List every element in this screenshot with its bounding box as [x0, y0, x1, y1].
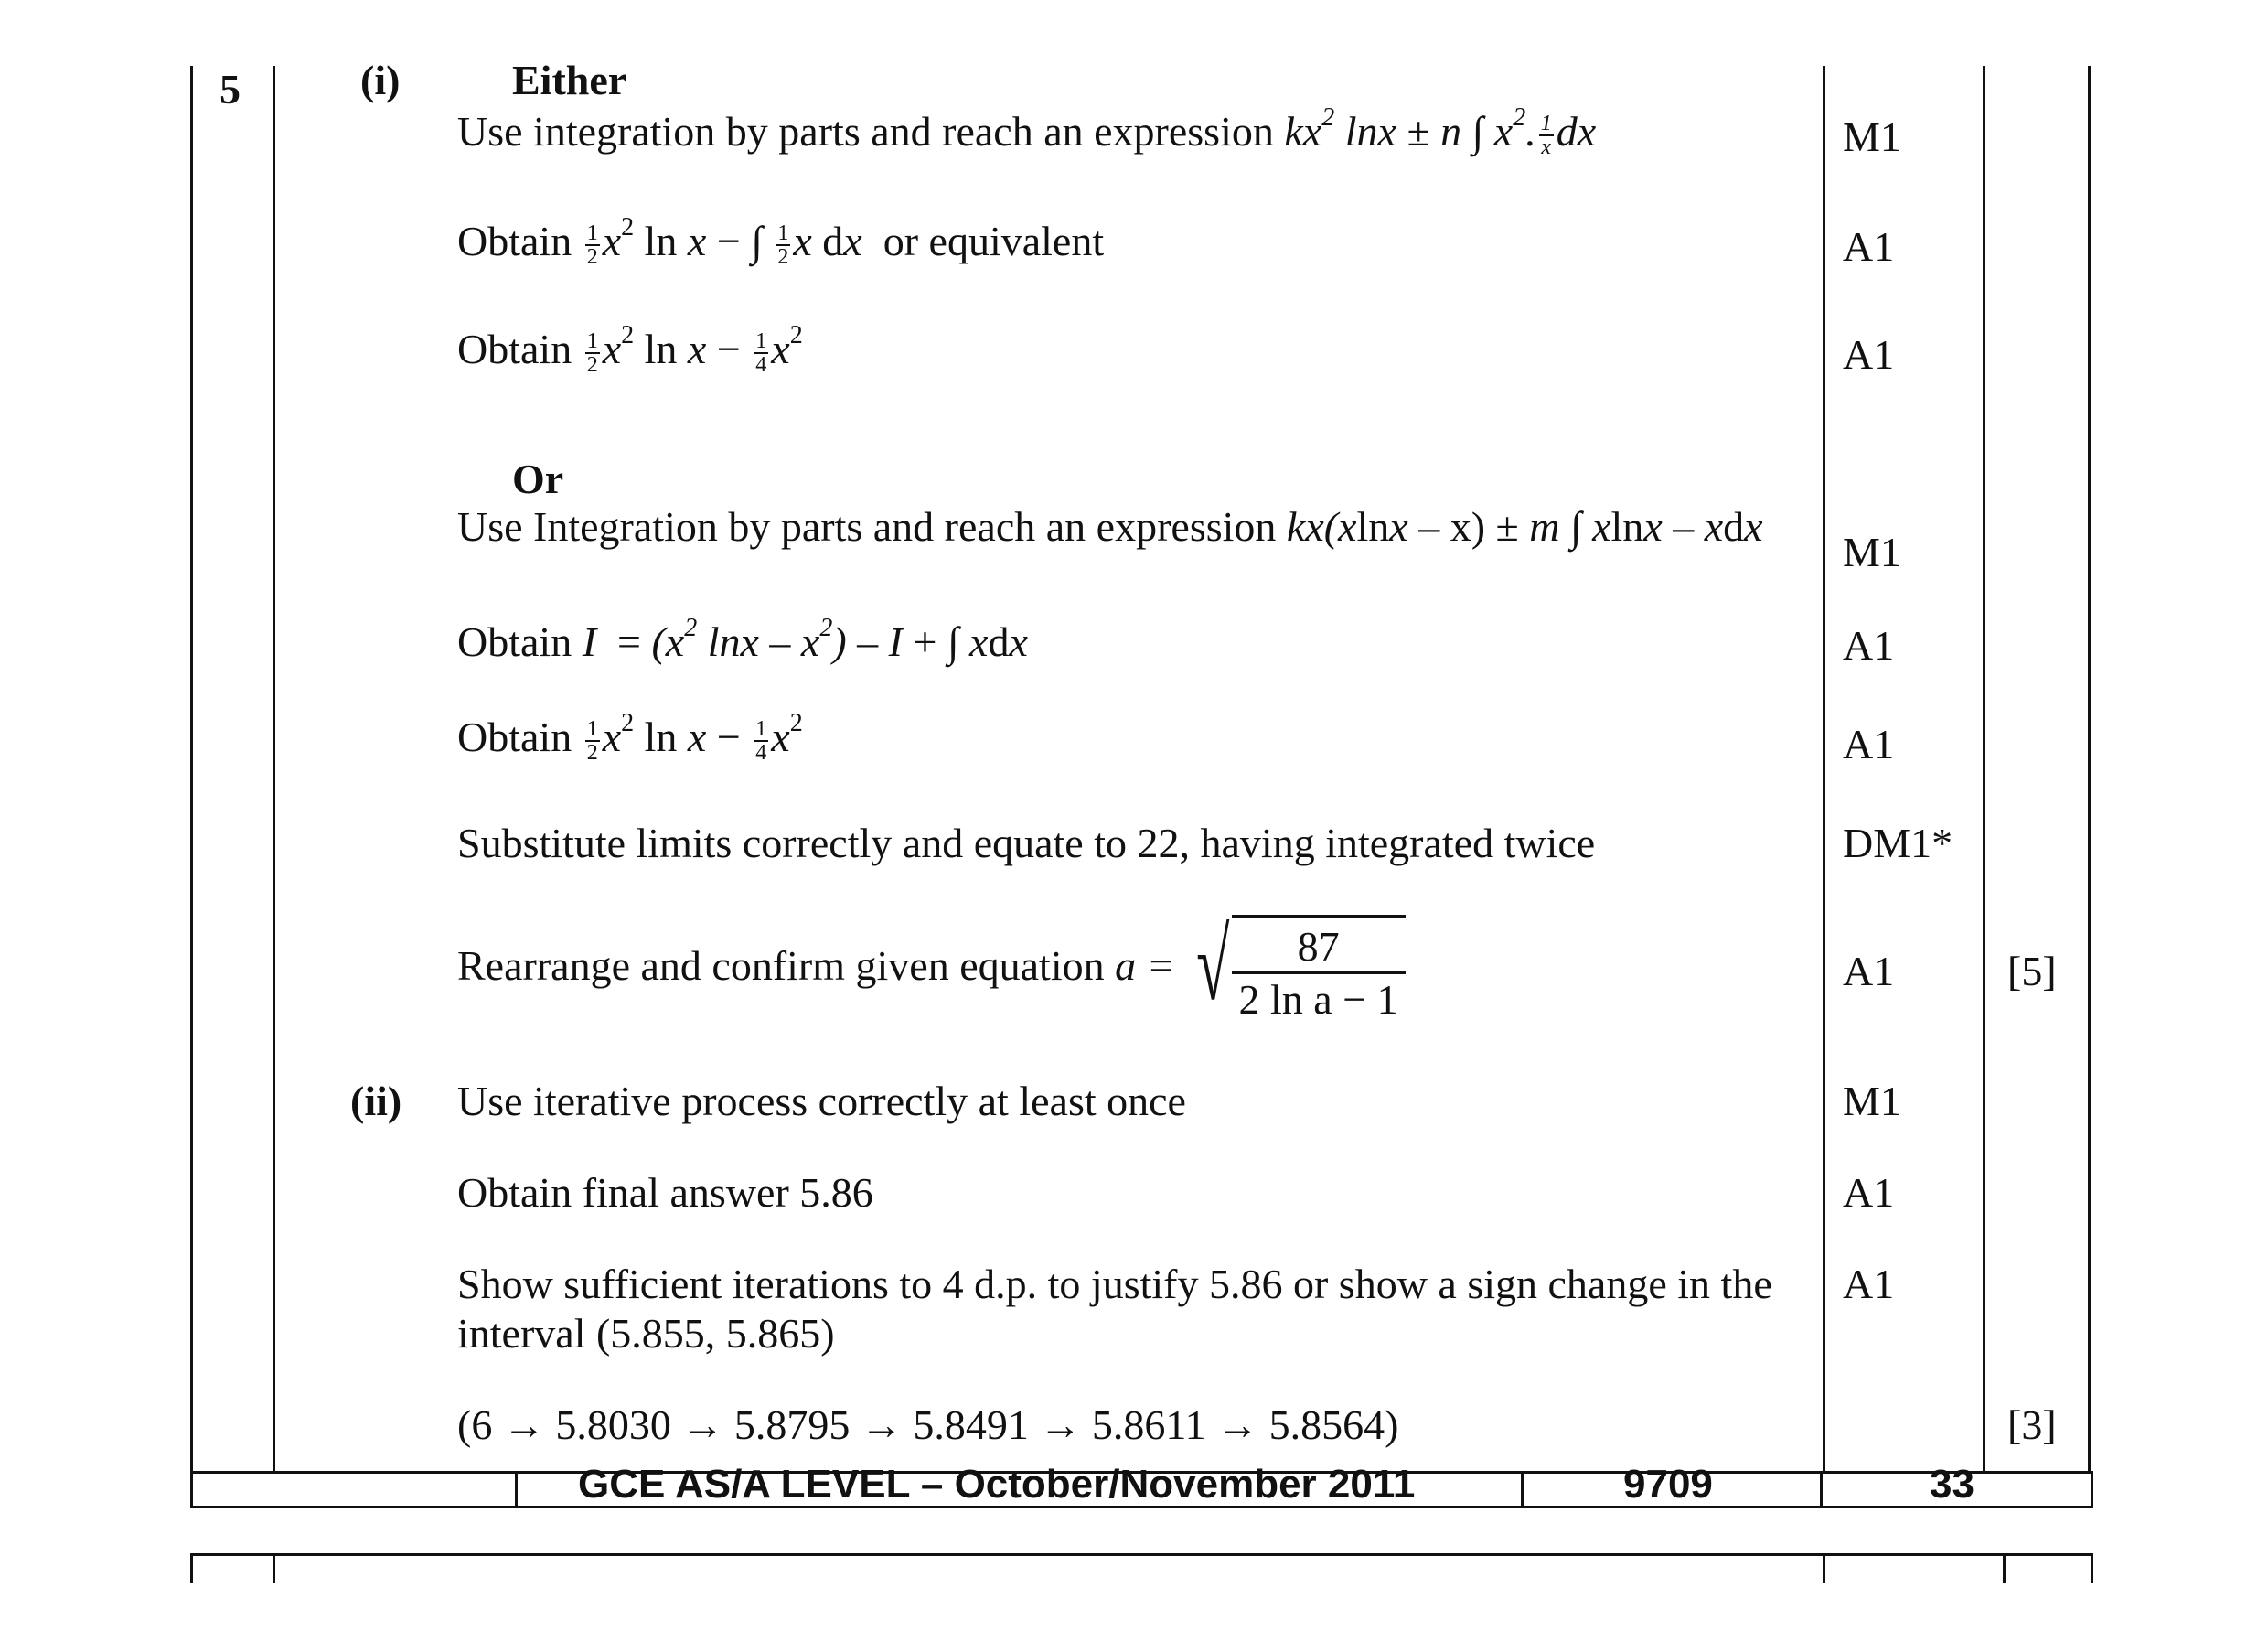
either-step-2-suffix: or equivalent — [883, 218, 1105, 264]
part-ii-step-1-mark: M1 — [1843, 1078, 1901, 1124]
rearrange-step-text: Rearrange and confirm given equation — [457, 941, 1105, 989]
footer-divider — [190, 1471, 193, 1508]
footer-paper-number: 33 — [1930, 1462, 1974, 1507]
or-step-2-text: Obtain — [457, 618, 572, 665]
or-step-1-mark: M1 — [1843, 529, 1901, 575]
part-i-label: (i) — [360, 57, 401, 103]
square-root — [1185, 909, 1406, 1025]
part-ii-label: (ii) — [350, 1078, 402, 1124]
or-step-3-math: $\frac{1}{2}$ $x^2$ ln x − $\frac{1}{4}$ $x^2$ — [586, 709, 803, 766]
footer-divider — [1521, 1471, 1524, 1508]
either-step-2-math: $\frac{1}{2}$ $x^2$ ln x − ∫ $\frac{1}{2}$ x dx — [586, 213, 862, 270]
radical-sign: √ — [1196, 909, 1230, 1021]
question-number: 5 — [219, 66, 241, 113]
either-step-1-math: $kx^2$ lnx ± n ∫ $x^2$. $\frac{1}{x}$ dx — [1284, 103, 1597, 160]
part-ii-step-3-line-a: Show sufficient iterations to 4 d.p. to justify 5.86 or show a sign change in the — [457, 1261, 1772, 1307]
rearrange-lhs: a = — [1115, 941, 1175, 989]
column-divider-total — [1983, 66, 1985, 1473]
iteration-sequence: (6 → 5.8030 → 5.8795 → 5.8491 → 5.8611 → 5.8564) — [457, 1401, 1399, 1448]
rearrange-denominator: 2 ln a − 1 — [1238, 976, 1398, 1024]
rearrange-step — [457, 909, 1406, 1025]
or-step-1-text: Use Integration by parts and reach an expression — [457, 503, 1277, 550]
either-step-3-text: Obtain — [457, 326, 572, 372]
next-table-rule — [273, 1553, 275, 1583]
next-table-rule — [190, 1553, 193, 1583]
table-left-border — [190, 66, 193, 1473]
or-step-1 — [457, 503, 1763, 552]
footer-exam-title: GCE AS/A LEVEL – October/November 2011 — [578, 1462, 1416, 1507]
column-divider-marks — [1823, 66, 1825, 1473]
either-step-1-mark: M1 — [1843, 113, 1901, 160]
next-table-rule — [2003, 1553, 2006, 1583]
or-step-2-mark: A1 — [1843, 622, 1895, 669]
part-ii-step-1: Use iterative process correctly at least once — [457, 1078, 1186, 1124]
table-right-border — [2088, 66, 2091, 1473]
either-step-2-mark: A1 — [1843, 223, 1895, 270]
or-step-1-math: kx(xlnx – x) ± m ∫ xlnx – xdx — [1286, 503, 1763, 550]
footer-divider — [515, 1471, 518, 1508]
footer-divider — [1820, 1471, 1823, 1508]
or-step-3-text: Obtain — [457, 714, 572, 760]
part-ii-step-2: Obtain final answer 5.86 — [457, 1169, 873, 1216]
rearrange-fraction — [1232, 921, 1406, 1025]
or-heading: Or — [512, 456, 564, 502]
column-divider-question — [273, 66, 275, 1473]
substitute-step: Substitute limits correctly and equate to 22, having integrated twice — [457, 820, 1596, 866]
or-step-3 — [457, 709, 803, 766]
either-step-3-mark: A1 — [1843, 331, 1895, 378]
part-ii-step-2-mark: A1 — [1843, 1169, 1895, 1216]
footer-divider — [2091, 1471, 2093, 1508]
either-step-2 — [457, 213, 1105, 270]
part-ii-step-3-line-b: interval (5.855, 5.865) — [457, 1310, 835, 1357]
next-table-top-rule — [190, 1553, 2092, 1556]
or-step-2-math: $I = (x^2$ lnx – $x^2$) – I + ∫ xdx — [582, 614, 1028, 665]
next-table-rule — [2091, 1553, 2093, 1583]
substitute-step-mark: DM1* — [1843, 820, 1953, 866]
rearrange-step-mark: A1 — [1843, 948, 1895, 994]
either-step-3-math: $\frac{1}{2}$ $x^2$ ln x − $\frac{1}{4}$ $x^2$ — [586, 321, 803, 378]
rearrange-numerator: 87 — [1232, 921, 1406, 974]
or-step-3-mark: A1 — [1843, 721, 1895, 767]
part-i-total: [5] — [2007, 948, 2057, 994]
either-step-2-text: Obtain — [457, 218, 572, 264]
or-step-2 — [457, 614, 1028, 667]
part-ii-step-3-mark: A1 — [1843, 1261, 1895, 1307]
either-step-3 — [457, 321, 803, 378]
next-table-rule — [1823, 1553, 1825, 1583]
either-step-1 — [457, 103, 1597, 160]
footer-syllabus-code: 9709 — [1623, 1462, 1713, 1507]
either-step-1-text: Use integration by parts and reach an expression — [457, 108, 1274, 155]
either-heading: Either — [512, 57, 627, 103]
part-ii-total: [3] — [2007, 1401, 2057, 1448]
